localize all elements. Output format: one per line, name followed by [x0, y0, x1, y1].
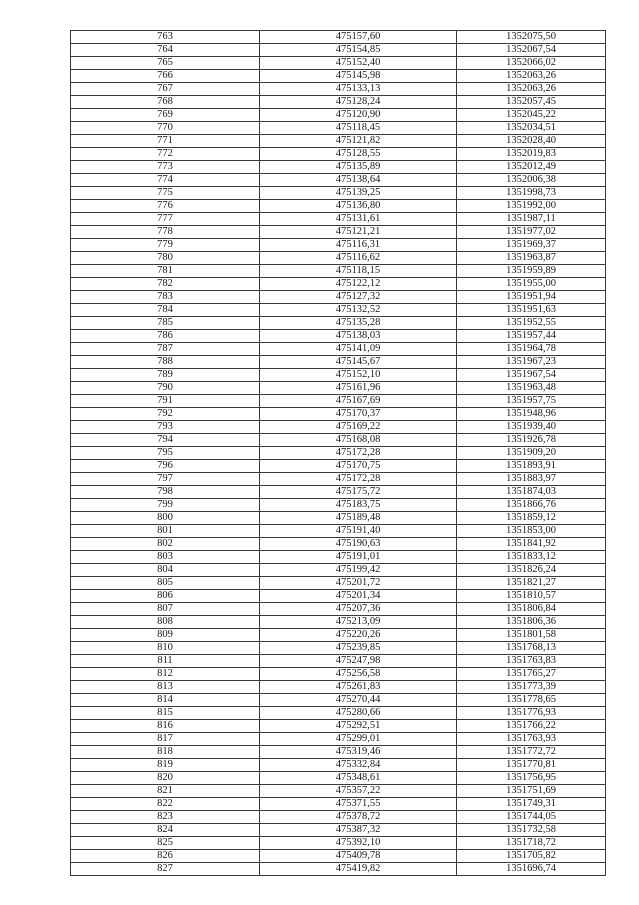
table-row	[71, 83, 606, 96]
table-row	[71, 174, 606, 187]
point-number-cell: 764	[71, 44, 260, 57]
y-coordinate-cell: 1351955,00	[457, 278, 606, 291]
table-row	[71, 603, 606, 616]
y-coordinate-cell: 1351967,23	[457, 356, 606, 369]
table-row	[71, 629, 606, 642]
x-coordinate-cell: 475122,12	[260, 278, 457, 291]
table-row	[71, 759, 606, 772]
table-row	[71, 226, 606, 239]
y-coordinate-cell: 1351810,57	[457, 590, 606, 603]
y-coordinate-cell: 1352057,45	[457, 96, 606, 109]
point-number-cell: 771	[71, 135, 260, 148]
point-number-cell: 799	[71, 499, 260, 512]
point-number-cell: 766	[71, 70, 260, 83]
x-coordinate-cell: 475419,82	[260, 863, 457, 876]
point-number-cell: 775	[71, 187, 260, 200]
y-coordinate-cell: 1352012,49	[457, 161, 606, 174]
y-coordinate-cell: 1352067,54	[457, 44, 606, 57]
y-coordinate-cell: 1351939,40	[457, 421, 606, 434]
y-coordinate-cell: 1351705,82	[457, 850, 606, 863]
x-coordinate-cell: 475348,61	[260, 772, 457, 785]
table-row	[71, 330, 606, 343]
point-number-cell: 772	[71, 148, 260, 161]
x-coordinate-cell: 475128,24	[260, 96, 457, 109]
y-coordinate-cell: 1351732,58	[457, 824, 606, 837]
table-row	[71, 382, 606, 395]
x-coordinate-cell: 475135,28	[260, 317, 457, 330]
table-row	[71, 733, 606, 746]
point-number-cell: 783	[71, 291, 260, 304]
table-row	[71, 655, 606, 668]
point-number-cell: 818	[71, 746, 260, 759]
point-number-cell: 808	[71, 616, 260, 629]
table-row	[71, 265, 606, 278]
table-row	[71, 785, 606, 798]
table-row	[71, 681, 606, 694]
table-row	[71, 577, 606, 590]
point-number-cell: 824	[71, 824, 260, 837]
table-row	[71, 668, 606, 681]
table-row	[71, 369, 606, 382]
table-row	[71, 551, 606, 564]
point-number-cell: 790	[71, 382, 260, 395]
y-coordinate-cell: 1351957,44	[457, 330, 606, 343]
y-coordinate-cell: 1351963,48	[457, 382, 606, 395]
table-row	[71, 772, 606, 785]
y-coordinate-cell: 1352006,38	[457, 174, 606, 187]
y-coordinate-cell: 1351977,02	[457, 226, 606, 239]
point-number-cell: 826	[71, 850, 260, 863]
point-number-cell: 767	[71, 83, 260, 96]
y-coordinate-cell: 1352045,22	[457, 109, 606, 122]
table-row	[71, 694, 606, 707]
table-row	[71, 96, 606, 109]
y-coordinate-cell: 1351959,89	[457, 265, 606, 278]
point-number-cell: 769	[71, 109, 260, 122]
point-number-cell: 805	[71, 577, 260, 590]
y-coordinate-cell: 1351776,93	[457, 707, 606, 720]
x-coordinate-cell: 475201,34	[260, 590, 457, 603]
point-number-cell: 806	[71, 590, 260, 603]
point-number-cell: 791	[71, 395, 260, 408]
point-number-cell: 800	[71, 512, 260, 525]
x-coordinate-cell: 475207,36	[260, 603, 457, 616]
x-coordinate-cell: 475172,28	[260, 447, 457, 460]
x-coordinate-cell: 475116,62	[260, 252, 457, 265]
table-row	[71, 187, 606, 200]
x-coordinate-cell: 475409,78	[260, 850, 457, 863]
point-number-cell: 819	[71, 759, 260, 772]
y-coordinate-cell: 1351951,94	[457, 291, 606, 304]
x-coordinate-cell: 475280,66	[260, 707, 457, 720]
x-coordinate-cell: 475270,44	[260, 694, 457, 707]
x-coordinate-cell: 475121,21	[260, 226, 457, 239]
table-row	[71, 811, 606, 824]
point-number-cell: 823	[71, 811, 260, 824]
x-coordinate-cell: 475168,08	[260, 434, 457, 447]
table-row	[71, 421, 606, 434]
x-coordinate-cell: 475120,90	[260, 109, 457, 122]
y-coordinate-cell: 1351766,22	[457, 720, 606, 733]
x-coordinate-cell: 475191,01	[260, 551, 457, 564]
y-coordinate-cell: 1351967,54	[457, 369, 606, 382]
y-coordinate-cell: 1352063,26	[457, 83, 606, 96]
y-coordinate-cell: 1351696,74	[457, 863, 606, 876]
table-row	[71, 499, 606, 512]
x-coordinate-cell: 475152,40	[260, 57, 457, 70]
table-row	[71, 109, 606, 122]
x-coordinate-cell: 475139,25	[260, 187, 457, 200]
x-coordinate-cell: 475118,15	[260, 265, 457, 278]
x-coordinate-cell: 475357,22	[260, 785, 457, 798]
x-coordinate-cell: 475170,75	[260, 460, 457, 473]
point-number-cell: 774	[71, 174, 260, 187]
table-row	[71, 850, 606, 863]
table-row	[71, 408, 606, 421]
point-number-cell: 821	[71, 785, 260, 798]
x-coordinate-cell: 475131,61	[260, 213, 457, 226]
x-coordinate-cell: 475292,51	[260, 720, 457, 733]
y-coordinate-cell: 1351963,87	[457, 252, 606, 265]
point-number-cell: 792	[71, 408, 260, 421]
x-coordinate-cell: 475167,69	[260, 395, 457, 408]
y-coordinate-cell: 1351926,78	[457, 434, 606, 447]
point-number-cell: 801	[71, 525, 260, 538]
x-coordinate-cell: 475220,26	[260, 629, 457, 642]
y-coordinate-cell: 1351801,58	[457, 629, 606, 642]
x-coordinate-cell: 475152,10	[260, 369, 457, 382]
point-number-cell: 786	[71, 330, 260, 343]
x-coordinate-cell: 475135,89	[260, 161, 457, 174]
point-number-cell: 797	[71, 473, 260, 486]
point-number-cell: 803	[71, 551, 260, 564]
x-coordinate-cell: 475213,09	[260, 616, 457, 629]
x-coordinate-cell: 475299,01	[260, 733, 457, 746]
table-row	[71, 616, 606, 629]
x-coordinate-cell: 475371,55	[260, 798, 457, 811]
table-row	[71, 473, 606, 486]
y-coordinate-cell: 1351998,73	[457, 187, 606, 200]
point-number-cell: 815	[71, 707, 260, 720]
y-coordinate-cell: 1351744,05	[457, 811, 606, 824]
point-number-cell: 793	[71, 421, 260, 434]
x-coordinate-cell: 475190,63	[260, 538, 457, 551]
y-coordinate-cell: 1351957,75	[457, 395, 606, 408]
table-row	[71, 538, 606, 551]
table-row	[71, 746, 606, 759]
point-number-cell: 777	[71, 213, 260, 226]
table-row	[71, 863, 606, 876]
point-number-cell: 817	[71, 733, 260, 746]
y-coordinate-cell: 1351893,91	[457, 460, 606, 473]
point-number-cell: 827	[71, 863, 260, 876]
y-coordinate-cell: 1351751,69	[457, 785, 606, 798]
x-coordinate-cell: 475138,03	[260, 330, 457, 343]
table-row	[71, 824, 606, 837]
point-number-cell: 809	[71, 629, 260, 642]
x-coordinate-cell: 475127,32	[260, 291, 457, 304]
point-number-cell: 770	[71, 122, 260, 135]
table-row	[71, 642, 606, 655]
point-number-cell: 814	[71, 694, 260, 707]
x-coordinate-cell: 475387,32	[260, 824, 457, 837]
table-row	[71, 239, 606, 252]
y-coordinate-cell: 1351866,76	[457, 499, 606, 512]
y-coordinate-cell: 1351952,55	[457, 317, 606, 330]
x-coordinate-cell: 475378,72	[260, 811, 457, 824]
x-coordinate-cell: 475169,22	[260, 421, 457, 434]
y-coordinate-cell: 1351765,27	[457, 668, 606, 681]
x-coordinate-cell: 475121,82	[260, 135, 457, 148]
y-coordinate-cell: 1351948,96	[457, 408, 606, 421]
table-row	[71, 278, 606, 291]
table-row	[71, 343, 606, 356]
table-row	[71, 564, 606, 577]
y-coordinate-cell: 1351763,93	[457, 733, 606, 746]
table-row	[71, 460, 606, 473]
point-number-cell: 802	[71, 538, 260, 551]
y-coordinate-cell: 1351763,83	[457, 655, 606, 668]
x-coordinate-cell: 475118,45	[260, 122, 457, 135]
y-coordinate-cell: 1351821,27	[457, 577, 606, 590]
table-row	[71, 148, 606, 161]
y-coordinate-cell: 1351749,31	[457, 798, 606, 811]
point-number-cell: 795	[71, 447, 260, 460]
x-coordinate-cell: 475145,67	[260, 356, 457, 369]
x-coordinate-cell: 475133,13	[260, 83, 457, 96]
y-coordinate-cell: 1352075,50	[457, 31, 606, 44]
table-row	[71, 798, 606, 811]
y-coordinate-cell: 1351833,12	[457, 551, 606, 564]
y-coordinate-cell: 1351756,95	[457, 772, 606, 785]
point-number-cell: 816	[71, 720, 260, 733]
table-row	[71, 122, 606, 135]
table-row	[71, 720, 606, 733]
point-number-cell: 789	[71, 369, 260, 382]
point-number-cell: 798	[71, 486, 260, 499]
point-number-cell: 785	[71, 317, 260, 330]
table-row	[71, 252, 606, 265]
x-coordinate-cell: 475128,55	[260, 148, 457, 161]
x-coordinate-cell: 475157,60	[260, 31, 457, 44]
x-coordinate-cell: 475332,84	[260, 759, 457, 772]
x-coordinate-cell: 475201,72	[260, 577, 457, 590]
x-coordinate-cell: 475199,42	[260, 564, 457, 577]
x-coordinate-cell: 475392,10	[260, 837, 457, 850]
point-number-cell: 788	[71, 356, 260, 369]
table-row	[71, 44, 606, 57]
point-number-cell: 820	[71, 772, 260, 785]
point-number-cell: 776	[71, 200, 260, 213]
table-row	[71, 512, 606, 525]
point-number-cell: 780	[71, 252, 260, 265]
y-coordinate-cell: 1351859,12	[457, 512, 606, 525]
y-coordinate-cell: 1351951,63	[457, 304, 606, 317]
table-row	[71, 525, 606, 538]
y-coordinate-cell: 1351806,36	[457, 616, 606, 629]
x-coordinate-cell: 475172,28	[260, 473, 457, 486]
point-number-cell: 768	[71, 96, 260, 109]
table-row	[71, 57, 606, 70]
x-coordinate-cell: 475247,98	[260, 655, 457, 668]
x-coordinate-cell: 475183,75	[260, 499, 457, 512]
x-coordinate-cell: 475132,52	[260, 304, 457, 317]
x-coordinate-cell: 475145,98	[260, 70, 457, 83]
table-row	[71, 213, 606, 226]
table-row	[71, 70, 606, 83]
point-number-cell: 778	[71, 226, 260, 239]
y-coordinate-cell: 1352019,83	[457, 148, 606, 161]
table-row	[71, 291, 606, 304]
table-row	[71, 707, 606, 720]
y-coordinate-cell: 1351773,39	[457, 681, 606, 694]
table-row	[71, 31, 606, 44]
y-coordinate-cell: 1352034,51	[457, 122, 606, 135]
x-coordinate-cell: 475175,72	[260, 486, 457, 499]
x-coordinate-cell: 475141,09	[260, 343, 457, 356]
coordinates-table	[70, 30, 606, 876]
table-row	[71, 486, 606, 499]
table-row	[71, 590, 606, 603]
point-number-cell: 781	[71, 265, 260, 278]
y-coordinate-cell: 1351987,11	[457, 213, 606, 226]
y-coordinate-cell: 1352066,02	[457, 57, 606, 70]
y-coordinate-cell: 1351806,84	[457, 603, 606, 616]
point-number-cell: 825	[71, 837, 260, 850]
y-coordinate-cell: 1351909,20	[457, 447, 606, 460]
y-coordinate-cell: 1351964,78	[457, 343, 606, 356]
y-coordinate-cell: 1351772,72	[457, 746, 606, 759]
y-coordinate-cell: 1351718,72	[457, 837, 606, 850]
point-number-cell: 765	[71, 57, 260, 70]
table-row	[71, 161, 606, 174]
y-coordinate-cell: 1352063,26	[457, 70, 606, 83]
point-number-cell: 784	[71, 304, 260, 317]
point-number-cell: 813	[71, 681, 260, 694]
y-coordinate-cell: 1351992,00	[457, 200, 606, 213]
table-row	[71, 434, 606, 447]
x-coordinate-cell: 475138,64	[260, 174, 457, 187]
x-coordinate-cell: 475136,80	[260, 200, 457, 213]
y-coordinate-cell: 1351826,24	[457, 564, 606, 577]
y-coordinate-cell: 1351768,13	[457, 642, 606, 655]
point-number-cell: 763	[71, 31, 260, 44]
x-coordinate-cell: 475189,48	[260, 512, 457, 525]
y-coordinate-cell: 1351969,37	[457, 239, 606, 252]
point-number-cell: 787	[71, 343, 260, 356]
point-number-cell: 773	[71, 161, 260, 174]
point-number-cell: 811	[71, 655, 260, 668]
y-coordinate-cell: 1351841,92	[457, 538, 606, 551]
y-coordinate-cell: 1351874,03	[457, 486, 606, 499]
table-row	[71, 356, 606, 369]
table-row	[71, 304, 606, 317]
table-row	[71, 317, 606, 330]
y-coordinate-cell: 1351778,65	[457, 694, 606, 707]
x-coordinate-cell: 475261,83	[260, 681, 457, 694]
point-number-cell: 804	[71, 564, 260, 577]
table-row	[71, 447, 606, 460]
x-coordinate-cell: 475319,46	[260, 746, 457, 759]
y-coordinate-cell: 1351883,97	[457, 473, 606, 486]
table-row	[71, 200, 606, 213]
point-number-cell: 812	[71, 668, 260, 681]
x-coordinate-cell: 475116,31	[260, 239, 457, 252]
table-row	[71, 135, 606, 148]
point-number-cell: 810	[71, 642, 260, 655]
point-number-cell: 782	[71, 278, 260, 291]
x-coordinate-cell: 475154,85	[260, 44, 457, 57]
y-coordinate-cell: 1352028,40	[457, 135, 606, 148]
point-number-cell: 807	[71, 603, 260, 616]
y-coordinate-cell: 1351770,81	[457, 759, 606, 772]
x-coordinate-cell: 475256,58	[260, 668, 457, 681]
x-coordinate-cell: 475191,40	[260, 525, 457, 538]
point-number-cell: 796	[71, 460, 260, 473]
y-coordinate-cell: 1351853,00	[457, 525, 606, 538]
point-number-cell: 779	[71, 239, 260, 252]
table-row	[71, 395, 606, 408]
x-coordinate-cell: 475161,96	[260, 382, 457, 395]
point-number-cell: 822	[71, 798, 260, 811]
point-number-cell: 794	[71, 434, 260, 447]
table-row	[71, 837, 606, 850]
coordinates-table-body	[71, 31, 606, 876]
x-coordinate-cell: 475239,85	[260, 642, 457, 655]
x-coordinate-cell: 475170,37	[260, 408, 457, 421]
